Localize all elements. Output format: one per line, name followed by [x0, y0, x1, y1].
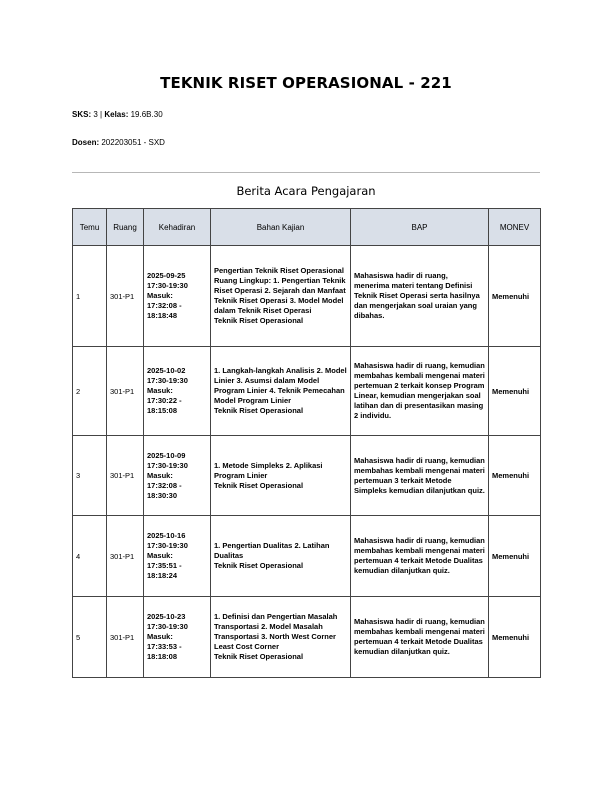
cell-bahan-kajian — [211, 516, 351, 597]
kehadiran-label: Masuk: — [147, 632, 173, 641]
cell-kehadiran — [144, 597, 211, 678]
cell-ruang: 301-P1 — [107, 516, 144, 597]
sks-label: SKS: — [72, 110, 92, 119]
cell-ruang: 301-P1 — [107, 597, 144, 678]
header-kehadiran: Kehadiran — [144, 209, 211, 246]
cell-temu: 3 — [73, 436, 107, 516]
kehadiran-date: 2025-09-25 — [147, 271, 186, 280]
table-header-row — [73, 209, 541, 246]
cell-ruang: 301-P1 — [107, 347, 144, 436]
header-monev: MONEV — [489, 209, 541, 246]
kehadiran-in: 17:32:08 - — [147, 480, 182, 490]
cell-monev: Memenuhi — [489, 436, 541, 516]
cell-monev: Memenuhi — [489, 347, 541, 436]
kehadiran-out: 18:18:08 — [147, 652, 178, 661]
kehadiran-schedule: 17:30-19:30 — [147, 460, 188, 470]
kehadiran-schedule: 17:30-19:30 — [147, 376, 188, 385]
sks-value: 3 — [93, 110, 98, 119]
kehadiran-out: 18:30:30 — [147, 490, 178, 500]
cell-bap: Mahasiswa hadir di ruang, menerima materi tentang Definisi Teknik Riset Operasi serta hasilnya dan mengerjakan soal uraian yang dibahas. — [351, 246, 489, 347]
bahan-kajian-text: 1. Definisi dan Pengertian Masalah Transportasi 2. Model Masalah Transportasi 3. North West Corner Least Cost Corner — [214, 612, 338, 651]
table-row — [73, 347, 541, 436]
bahan-kajian-subject: Teknik Riset Operasional — [214, 480, 304, 490]
dosen-label: Dosen: — [72, 138, 100, 147]
cell-kehadiran — [144, 347, 211, 436]
cell-bap: Mahasiswa hadir di ruang, kemudian membahas kembali mengenai materi pertemuan 4 terkait Metode Dualitas kemudian dilanjutkan quiz. — [351, 597, 489, 678]
bahan-kajian-subject: Teknik Riset Operasional — [214, 316, 304, 325]
cell-bap: Mahasiswa hadir di ruang, kemudian membahas kembali mengenai materi pertemuan 4 terkait Metode Dualitas kemudian dilanjutkan quiz. — [351, 516, 489, 597]
kehadiran-date: 2025-10-09 — [147, 450, 186, 460]
table-row — [73, 246, 541, 347]
kehadiran-in: 17:35:51 - — [147, 561, 182, 570]
kehadiran-in: 17:30:22 - — [147, 396, 182, 405]
bahan-kajian-text: 1. Pengertian Dualitas 2. Latihan Dualitas — [214, 541, 330, 560]
kehadiran-out: 18:15:08 — [147, 406, 178, 415]
kehadiran-schedule: 17:30-19:30 — [147, 622, 188, 631]
kehadiran-schedule: 17:30-19:30 — [147, 281, 188, 290]
cell-bahan-kajian — [211, 246, 351, 347]
kehadiran-out: 18:18:48 — [147, 311, 178, 320]
dosen-value: 202203051 - SXD — [101, 138, 165, 147]
cell-monev: Memenuhi — [489, 246, 541, 347]
kehadiran-schedule: 17:30-19:30 — [147, 541, 188, 550]
table-row — [73, 597, 541, 678]
section-divider — [72, 172, 540, 173]
meta-separator: | — [100, 110, 103, 119]
header-ruang: Ruang — [107, 209, 144, 246]
kehadiran-label: Masuk: — [147, 470, 173, 480]
bahan-kajian-text: Pengertian Teknik Riset Operasional Ruang Lingkup: 1. Pengertian Teknik Riset Operasi 2. Sejarah dan Manfaat Teknik Riset Operasi 3. Model Model dalam Teknik Riset Operasi — [214, 266, 346, 315]
cell-bap: Mahasiswa hadir di ruang, kemudian membahas kembali mengenai materi pertemuan 3 terkait Metode Simpleks kemudian dilanjutkan quiz. — [351, 436, 489, 516]
cell-ruang: 301-P1 — [107, 246, 144, 347]
section-title: Berita Acara Pengajaran — [236, 184, 376, 198]
kehadiran-date: 2025-10-02 — [147, 366, 186, 375]
cell-kehadiran — [144, 516, 211, 597]
kehadiran-date: 2025-10-23 — [147, 612, 186, 621]
bahan-kajian-subject: Teknik Riset Operasional — [214, 652, 304, 661]
cell-temu: 4 — [73, 516, 107, 597]
bahan-kajian-subject: Teknik Riset Operasional — [214, 406, 304, 415]
cell-temu: 1 — [73, 246, 107, 347]
kehadiran-in: 17:33:53 - — [147, 642, 182, 651]
kehadiran-date: 2025-10-16 — [147, 531, 186, 540]
cell-temu: 5 — [73, 597, 107, 678]
cell-temu: 2 — [73, 347, 107, 436]
kehadiran-out: 18:18:24 — [147, 571, 178, 580]
bap-table — [72, 208, 541, 678]
cell-kehadiran — [144, 246, 211, 347]
course-meta-dosen — [72, 138, 165, 147]
bahan-kajian-text: 1. Metode Simpleks 2. Aplikasi Program Linier — [214, 460, 323, 480]
header-temu: Temu — [73, 209, 107, 246]
kehadiran-label: Masuk: — [147, 386, 173, 395]
table-row — [73, 516, 541, 597]
bahan-kajian-text: 1. Langkah-langkah Analisis 2. Model Linier 3. Asumsi dalam Model Program Linier 4. Teknik Pemecahan Model Program Linier — [214, 366, 347, 405]
cell-bahan-kajian — [211, 597, 351, 678]
kelas-value: 19.6B.30 — [130, 110, 163, 119]
cell-bahan-kajian — [211, 347, 351, 436]
cell-monev: Memenuhi — [489, 597, 541, 678]
course-meta-sks-kelas — [72, 110, 163, 119]
header-bahan-kajian: Bahan Kajian — [211, 209, 351, 246]
bahan-kajian-subject: Teknik Riset Operasional — [214, 561, 304, 570]
cell-bahan-kajian — [211, 436, 351, 516]
course-title: TEKNIK RISET OPERASIONAL - 221 — [160, 74, 452, 92]
kehadiran-label: Masuk: — [147, 291, 173, 300]
kehadiran-in: 17:32:08 - — [147, 301, 182, 310]
cell-bap: Mahasiswa hadir di ruang, kemudian membahas kembali mengenai materi pertemuan 2 terkait konsep Program Linear, kemudian mengerjakan soal latihan dan di presentasikan masing 2 individu. — [351, 347, 489, 436]
table-row — [73, 436, 541, 516]
cell-monev: Memenuhi — [489, 516, 541, 597]
cell-ruang: 301-P1 — [107, 436, 144, 516]
kehadiran-label: Masuk: — [147, 551, 173, 560]
header-bap: BAP — [351, 209, 489, 246]
kelas-label: Kelas: — [104, 110, 129, 119]
cell-kehadiran — [144, 436, 211, 516]
